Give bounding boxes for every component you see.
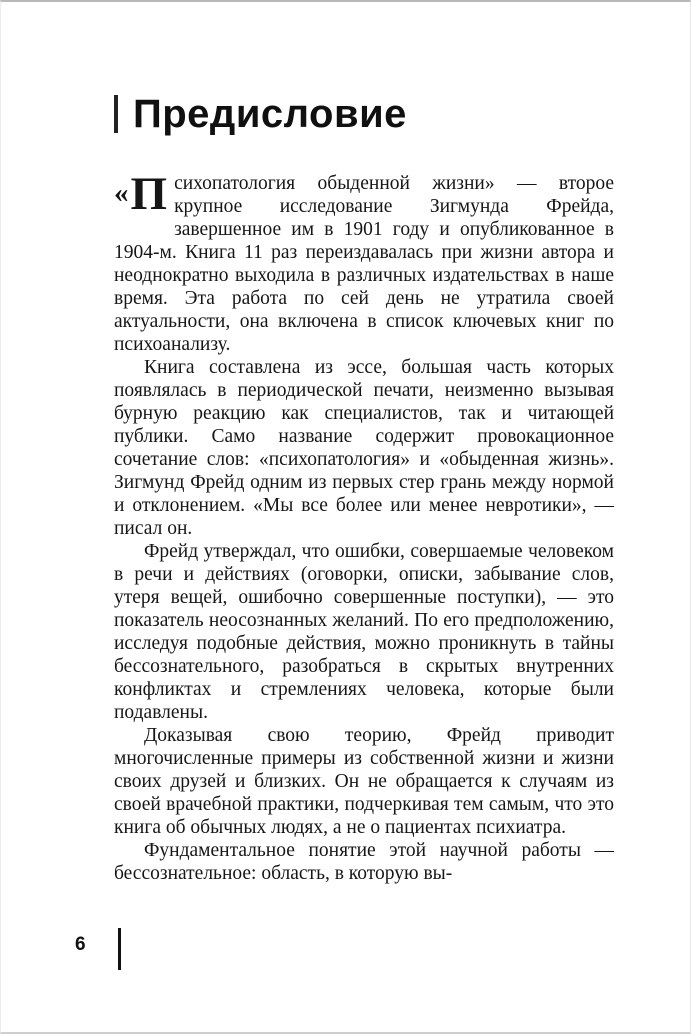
dropcap-quote: «	[114, 177, 129, 209]
paragraph-2: Книга составлена из эссе, большая часть которых появлялась в периодической печати, неизменно вызывая бурную реакцию как специалистов, так и читающей публики. Само название содержит провокационное сочетание слов: «психопатология» и «обыденная жизнь». Зигмунд Фрейд одним из первых стер грань между нормой и отклонением. «Мы все более или менее невротики», — писал он.	[114, 357, 614, 539]
paragraph-4: Доказывая свою теорию, Фрейд приводит многочисленные примеры из собственной жизни и жизни своих друзей и близких. Он не обращается к случаям из своей врачебной практики, подчеркивая тем самым, что это книга об обычных людях, а не о пациентах психиатра.	[114, 725, 614, 838]
dropcap-letter: П	[130, 168, 168, 220]
footer-rule	[118, 928, 121, 970]
chapter-title: Предисловие	[133, 92, 407, 136]
dropcap	[114, 168, 174, 222]
paragraph-3: Фрейд утверждал, что ошибки, совершаемые человеком в речи и действиях (оговорки, описки, забывание слов, утеря вещей, ошибочно совершенные поступки), — это показатель неосознанных желаний. По его предположению, исследуя подобные действия, можно проникнуть в тайны бессознательного, разобраться в скрытых внутренних конфликтах и стремлениях человека, которые были подавлены.	[114, 541, 614, 723]
title-rule	[114, 95, 118, 133]
paragraph-1-text: сихопатология обыденной жизни» — второе крупное исследование Зигмунда Фрейда, завершенное им в 1901 году и опубликованное в 1904-м. Книга 11 раз переиздавалась при жизни автора и неоднократно выходила в различных издательствах в наше время. Эта работа по сей день не утратила своей актуальности, она включена в список ключевых книг по психоанализу.	[114, 173, 614, 355]
page-footer	[1, 926, 691, 972]
paragraph-5: Фундаментальное понятие этой научной работы — бессознательное: область, в которую вы-	[114, 840, 614, 884]
page-number: 6	[75, 934, 86, 955]
paragraph-1	[114, 168, 614, 356]
page-body	[114, 168, 614, 885]
chapter-header	[114, 94, 407, 134]
